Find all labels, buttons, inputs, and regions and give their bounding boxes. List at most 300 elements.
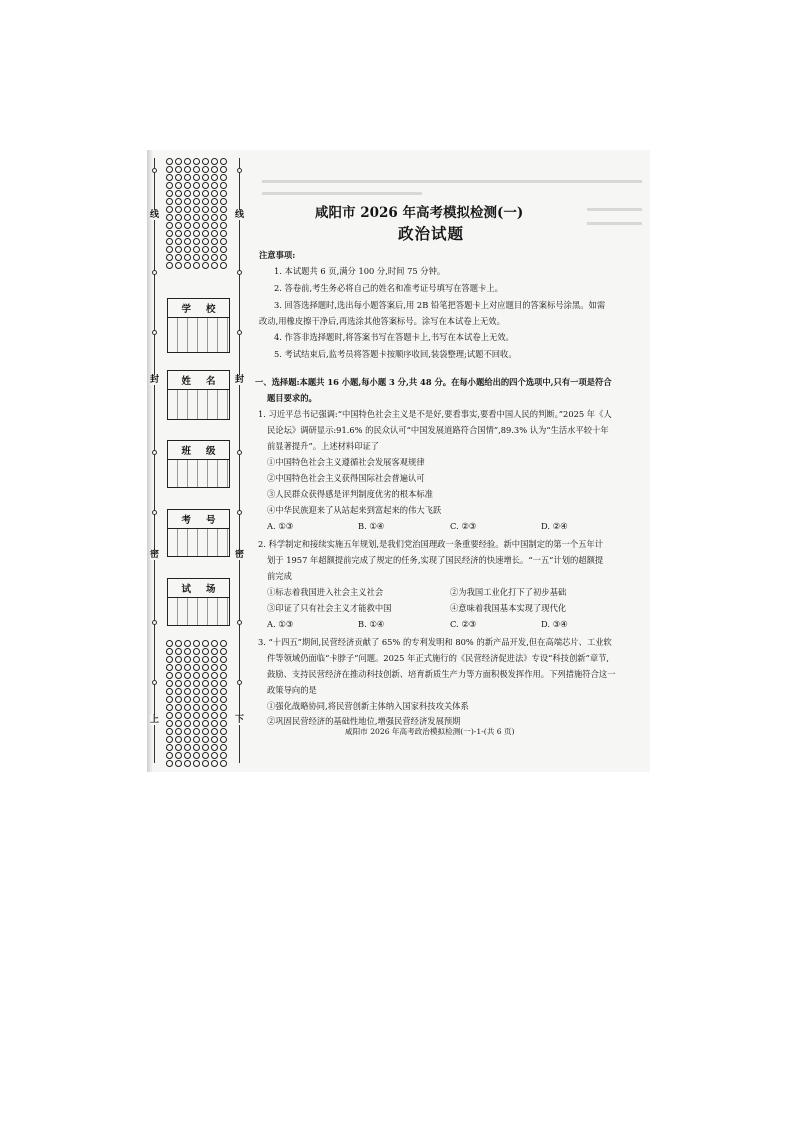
exam-title: 咸阳市 2026 年高考模拟检测(一) bbox=[315, 205, 524, 221]
seal-dot bbox=[202, 672, 209, 679]
seal-dot bbox=[166, 198, 173, 205]
seal-dot bbox=[202, 760, 209, 767]
seal-dot bbox=[193, 656, 200, 663]
seal-char-right-1: 线 bbox=[235, 210, 245, 220]
seal-dot bbox=[220, 664, 227, 671]
seal-dot bbox=[166, 262, 173, 269]
seal-dot bbox=[175, 680, 182, 687]
seal-dot bbox=[193, 262, 200, 269]
seal-char-right-4: 下 bbox=[235, 715, 245, 725]
notice-heading: 注意事项: bbox=[259, 250, 296, 260]
seal-dot bbox=[166, 648, 173, 655]
seal-dot bbox=[211, 736, 218, 743]
question-2-stem: 2. 科学制定和接续实施五年规划,是我们党治国理政一条重要经验。新中国制定的第一个五年计 bbox=[258, 539, 604, 549]
notice-line: 3. 回答选择题时,选出每小题答案后,用 2B 铅笔把答题卡上对应题目的答案标号涂黑。如需 bbox=[274, 300, 606, 310]
field-label-char: 学 bbox=[181, 304, 191, 315]
seal-dot bbox=[220, 198, 227, 205]
seal-dot bbox=[193, 648, 200, 655]
field-label-char: 姓 bbox=[181, 376, 191, 387]
seal-dot bbox=[193, 664, 200, 671]
seal-circle bbox=[237, 450, 242, 455]
seal-dot bbox=[166, 182, 173, 189]
question-1-statement: ④中华民族迎来了从站起来到富起来的伟大飞跃 bbox=[267, 505, 442, 515]
seal-dot bbox=[211, 230, 218, 237]
seal-dot bbox=[202, 696, 209, 703]
name-field[interactable] bbox=[167, 370, 230, 420]
seal-dot bbox=[220, 174, 227, 181]
seal-dot bbox=[175, 222, 182, 229]
question-3-stem: 鼓励、支持民营经济在推动科技创新、培育新质生产力等方面积极发挥作用。下列措施符合这一 bbox=[267, 669, 616, 679]
question-1-stem: 1. 习近平总书记强调:“中国特色社会主义是不是好,要看事实,要看中国人民的判断。”2025 年《人 bbox=[258, 409, 612, 419]
seal-dot bbox=[193, 640, 200, 647]
seal-dot bbox=[184, 704, 191, 711]
seal-circle bbox=[152, 270, 157, 275]
question-2-statement: ③印证了只有社会主义才能救中国 bbox=[267, 603, 392, 613]
seal-dot bbox=[166, 680, 173, 687]
question-1-statement: ②中国特色社会主义获得国际社会普遍认可 bbox=[267, 473, 425, 483]
field-cells[interactable] bbox=[168, 598, 229, 625]
seal-dot bbox=[220, 254, 227, 261]
seal-dot bbox=[211, 712, 218, 719]
seal-dot bbox=[184, 222, 191, 229]
seal-dot bbox=[220, 262, 227, 269]
question-1-option-b[interactable]: B. ①④ bbox=[358, 521, 385, 531]
seal-dot bbox=[202, 262, 209, 269]
seal-dot bbox=[211, 166, 218, 173]
seal-dot bbox=[193, 688, 200, 695]
seal-dot bbox=[184, 648, 191, 655]
question-2-option-d[interactable]: D. ③④ bbox=[541, 619, 568, 629]
seal-dot bbox=[175, 696, 182, 703]
seal-dot bbox=[193, 174, 200, 181]
seal-dot bbox=[166, 688, 173, 695]
seal-dot bbox=[175, 760, 182, 767]
seal-dot bbox=[166, 214, 173, 221]
exam-subject: 政治试题 bbox=[398, 224, 465, 243]
seal-circle bbox=[152, 168, 157, 173]
seal-dot bbox=[220, 696, 227, 703]
seal-dot bbox=[193, 254, 200, 261]
seal-dot bbox=[166, 728, 173, 735]
seal-dot bbox=[202, 704, 209, 711]
seal-dot bbox=[220, 222, 227, 229]
seal-dot bbox=[184, 262, 191, 269]
seal-dot bbox=[166, 222, 173, 229]
seal-dot bbox=[220, 238, 227, 245]
seal-dot bbox=[202, 198, 209, 205]
seal-dot bbox=[211, 656, 218, 663]
seal-dot bbox=[184, 672, 191, 679]
seal-dot bbox=[211, 246, 218, 253]
seal-dot bbox=[202, 720, 209, 727]
seal-dot bbox=[220, 206, 227, 213]
seal-dot bbox=[202, 230, 209, 237]
seal-dot bbox=[166, 206, 173, 213]
seal-dot bbox=[202, 680, 209, 687]
seal-char-left-1: 线 bbox=[150, 210, 160, 220]
seal-dot bbox=[211, 190, 218, 197]
seal-dot bbox=[211, 744, 218, 751]
seal-dot bbox=[211, 648, 218, 655]
seal-dot bbox=[184, 254, 191, 261]
seal-dot bbox=[220, 182, 227, 189]
seal-char-right-3: 密 bbox=[235, 550, 245, 560]
seal-char-left-3: 密 bbox=[150, 550, 160, 560]
seal-dot bbox=[193, 214, 200, 221]
seal-dot bbox=[193, 744, 200, 751]
seal-dot bbox=[166, 720, 173, 727]
seal-dot bbox=[220, 656, 227, 663]
seal-dot bbox=[202, 752, 209, 759]
seal-dot bbox=[175, 190, 182, 197]
seal-dot bbox=[220, 752, 227, 759]
field-label-char: 场 bbox=[205, 584, 216, 595]
seal-dot bbox=[211, 672, 218, 679]
seal-dot bbox=[202, 158, 209, 165]
seal-dot bbox=[220, 190, 227, 197]
seal-dot bbox=[166, 704, 173, 711]
seal-dot bbox=[193, 222, 200, 229]
seal-dot bbox=[211, 664, 218, 671]
seal-dot bbox=[202, 238, 209, 245]
question-2-stem: 划于 1957 年超额提前完成了规定的任务,实现了国民经济的快速增长。“一五”计划的超额提 bbox=[267, 555, 604, 565]
seal-circle bbox=[237, 620, 242, 625]
question-1-statement: ③人民群众获得感是评判制度优劣的根本标准 bbox=[267, 489, 433, 499]
seal-dot bbox=[193, 696, 200, 703]
seal-dot bbox=[202, 656, 209, 663]
notice-line: 4. 作答非选择题时,将答案书写在答题卡上,书写在本试卷上无效。 bbox=[274, 332, 514, 342]
seal-dot bbox=[193, 704, 200, 711]
question-2-option-c[interactable]: C. ②③ bbox=[450, 619, 477, 629]
seal-dot bbox=[184, 664, 191, 671]
seal-dot bbox=[166, 158, 173, 165]
question-3-statement: ①强化战略协同,将民营创新主体纳入国家科技攻关体系 bbox=[267, 701, 469, 711]
seal-dot bbox=[166, 174, 173, 181]
field-cells[interactable] bbox=[168, 318, 229, 352]
bleed-through-line bbox=[587, 208, 642, 211]
field-label-char: 考 bbox=[181, 515, 191, 526]
seal-dot bbox=[211, 214, 218, 221]
seal-dot bbox=[175, 704, 182, 711]
seal-dot bbox=[202, 214, 209, 221]
seal-dot bbox=[184, 158, 191, 165]
seal-dot bbox=[220, 704, 227, 711]
seal-dot bbox=[211, 222, 218, 229]
seal-dot bbox=[211, 696, 218, 703]
seal-dot bbox=[175, 246, 182, 253]
seal-dot bbox=[184, 680, 191, 687]
question-3-stem: 政策导向的是 bbox=[267, 685, 317, 695]
question-2-option-b[interactable]: B. ①④ bbox=[358, 619, 385, 629]
seal-circle bbox=[152, 620, 157, 625]
field-cells[interactable] bbox=[168, 460, 229, 487]
seal-dot bbox=[184, 206, 191, 213]
seal-dot bbox=[166, 166, 173, 173]
seal-dot bbox=[211, 254, 218, 261]
seal-circle bbox=[237, 510, 242, 515]
seal-dot bbox=[220, 230, 227, 237]
seal-dot bbox=[193, 158, 200, 165]
field-label-char: 级 bbox=[205, 446, 216, 457]
seal-dot bbox=[211, 182, 218, 189]
question-3-stem: 3. “十四五”期间,民营经济贡献了 65% 的专利发明和 80% 的新产品开发,但在高端芯片、工业软 bbox=[258, 637, 612, 647]
seal-dot bbox=[175, 720, 182, 727]
seal-dot bbox=[184, 640, 191, 647]
seal-dot bbox=[175, 230, 182, 237]
seal-dot bbox=[202, 712, 209, 719]
seal-dot bbox=[184, 166, 191, 173]
seal-dot bbox=[202, 648, 209, 655]
seal-dot bbox=[220, 640, 227, 647]
notice-line: 1. 本试题共 6 页,满分 100 分,时间 75 分钟。 bbox=[274, 266, 446, 276]
seal-dot bbox=[202, 664, 209, 671]
seal-dot bbox=[220, 158, 227, 165]
seal-dot bbox=[193, 166, 200, 173]
question-1-statement: ①中国特色社会主义遵循社会发展客观规律 bbox=[267, 457, 425, 467]
seal-char-left-4: 上 bbox=[150, 715, 160, 725]
seal-dot bbox=[211, 174, 218, 181]
question-3-statement: ②巩固民营经济的基础性地位,增强民营经济发展预期 bbox=[267, 716, 461, 726]
seal-dot bbox=[220, 720, 227, 727]
seal-dot bbox=[166, 696, 173, 703]
seal-dot bbox=[175, 688, 182, 695]
seal-dot bbox=[202, 246, 209, 253]
seal-dot bbox=[211, 680, 218, 687]
seal-dot bbox=[211, 198, 218, 205]
seal-dot bbox=[166, 672, 173, 679]
seal-dot bbox=[184, 696, 191, 703]
question-1-option-d[interactable]: D. ②④ bbox=[541, 521, 568, 531]
seal-dot bbox=[184, 190, 191, 197]
seal-dot bbox=[211, 720, 218, 727]
seal-dot bbox=[193, 672, 200, 679]
seal-dot bbox=[211, 262, 218, 269]
seal-dot bbox=[184, 752, 191, 759]
seal-dot bbox=[175, 182, 182, 189]
field-label-char: 试 bbox=[181, 584, 191, 595]
seal-dot bbox=[193, 206, 200, 213]
field-label-char: 班 bbox=[181, 446, 191, 457]
seal-dot bbox=[211, 640, 218, 647]
seal-dot bbox=[184, 744, 191, 751]
notice-line: 2. 答卷前,考生务必将自己的姓名和准考证号填写在答题卡上。 bbox=[274, 283, 503, 293]
seal-circle bbox=[237, 168, 242, 173]
seal-dot bbox=[175, 206, 182, 213]
seal-dot bbox=[184, 246, 191, 253]
seal-dot bbox=[202, 640, 209, 647]
seal-dot bbox=[193, 230, 200, 237]
seal-dot bbox=[184, 688, 191, 695]
seal-circle bbox=[152, 330, 157, 335]
seal-dot bbox=[175, 640, 182, 647]
seal-dot bbox=[166, 736, 173, 743]
seal-dot bbox=[220, 760, 227, 767]
bleed-through-line bbox=[262, 192, 422, 195]
field-label-char: 校 bbox=[205, 304, 216, 315]
seal-dot bbox=[193, 760, 200, 767]
seal-dot bbox=[202, 222, 209, 229]
seal-dot bbox=[184, 736, 191, 743]
seal-dot bbox=[166, 190, 173, 197]
question-1-option-a[interactable]: A. ①③ bbox=[267, 521, 294, 531]
exam-number-field[interactable] bbox=[167, 509, 230, 557]
seal-dot bbox=[193, 736, 200, 743]
question-1-option-c[interactable]: C. ②③ bbox=[450, 521, 477, 531]
seal-dot bbox=[220, 672, 227, 679]
seal-dot bbox=[175, 166, 182, 173]
seal-dot bbox=[211, 158, 218, 165]
seal-dot bbox=[220, 712, 227, 719]
seal-dot bbox=[202, 728, 209, 735]
seal-dot bbox=[193, 246, 200, 253]
seal-dot bbox=[202, 206, 209, 213]
seal-dot bbox=[220, 166, 227, 173]
school-field[interactable] bbox=[167, 298, 230, 353]
seal-dot bbox=[211, 752, 218, 759]
seal-line-left bbox=[154, 158, 155, 763]
seal-dot bbox=[193, 728, 200, 735]
seal-dot bbox=[211, 760, 218, 767]
seal-circle bbox=[237, 680, 242, 685]
seal-dot bbox=[184, 728, 191, 735]
seal-dot bbox=[193, 190, 200, 197]
seal-dot bbox=[175, 648, 182, 655]
seal-dot bbox=[184, 198, 191, 205]
seal-dot bbox=[184, 182, 191, 189]
seal-dot bbox=[220, 728, 227, 735]
question-2-statement: ②为我国工业化打下了初步基础 bbox=[450, 587, 567, 597]
seal-dot bbox=[202, 254, 209, 261]
seal-dot bbox=[166, 230, 173, 237]
seal-dot bbox=[202, 182, 209, 189]
seal-dot bbox=[184, 656, 191, 663]
seal-dot bbox=[193, 680, 200, 687]
seal-dot bbox=[202, 688, 209, 695]
seal-dot bbox=[184, 760, 191, 767]
seal-dot bbox=[220, 648, 227, 655]
question-1-stem: 前显著提升”。上述材料印证了 bbox=[267, 441, 380, 451]
notice-line: 改动,用橡皮擦干净后,再选涂其他答案标号。涂写在本试卷上无效。 bbox=[259, 316, 505, 326]
seal-dot bbox=[211, 704, 218, 711]
page-footer: 咸阳市 2026 年高考政治模拟检测(一)-1-(共 6 页) bbox=[345, 727, 515, 736]
seal-dot bbox=[220, 688, 227, 695]
field-label-char: 名 bbox=[205, 376, 216, 387]
seal-dot bbox=[166, 760, 173, 767]
seal-dot bbox=[220, 680, 227, 687]
seal-dot bbox=[193, 712, 200, 719]
field-label-char: 号 bbox=[205, 515, 216, 526]
question-1-stem: 民论坛》调研显示:91.6% 的民众认可“中国发展道路符合国情”,89.3% 认为“生活水平较十年 bbox=[267, 425, 609, 435]
seal-dot bbox=[175, 712, 182, 719]
seal-dot bbox=[175, 728, 182, 735]
seal-dot bbox=[202, 174, 209, 181]
seal-circle bbox=[237, 270, 242, 275]
bleed-through-line bbox=[587, 222, 642, 225]
class-field[interactable] bbox=[167, 440, 230, 488]
seal-dot bbox=[175, 744, 182, 751]
seal-circle bbox=[152, 680, 157, 685]
seal-dot bbox=[193, 238, 200, 245]
seal-dot bbox=[220, 214, 227, 221]
seal-dot bbox=[166, 712, 173, 719]
seal-dot bbox=[193, 720, 200, 727]
question-2-statement: ④意味着我国基本实现了现代化 bbox=[450, 603, 567, 613]
seal-dot bbox=[166, 254, 173, 261]
seal-dot bbox=[175, 238, 182, 245]
seal-dot bbox=[193, 198, 200, 205]
seal-dot bbox=[175, 752, 182, 759]
seal-dot bbox=[184, 174, 191, 181]
section-heading: 题目要求的。 bbox=[267, 393, 317, 403]
seal-dot bbox=[166, 238, 173, 245]
seal-dot bbox=[175, 262, 182, 269]
seal-dot bbox=[175, 736, 182, 743]
seal-dot bbox=[175, 174, 182, 181]
seal-char-right-2: 封 bbox=[235, 375, 245, 385]
question-2-stem: 前完成 bbox=[267, 571, 292, 581]
question-2-statement: ①标志着我国进入社会主义社会 bbox=[267, 587, 384, 597]
seal-dot bbox=[175, 656, 182, 663]
seal-dot bbox=[175, 158, 182, 165]
seal-dot bbox=[202, 736, 209, 743]
seal-circle bbox=[152, 510, 157, 515]
binding-strip bbox=[147, 150, 252, 772]
seal-dot bbox=[166, 752, 173, 759]
seal-circle bbox=[237, 330, 242, 335]
notice-line: 5. 考试结束后,监考员将答题卡按顺序收回,装袋整理;试题不回收。 bbox=[274, 349, 517, 359]
question-3-stem: 件等领域仍面临“卡脖子”问题。2025 年正式施行的《民营经济促进法》专设“科技创新”章节, bbox=[267, 653, 610, 663]
seal-dot bbox=[175, 214, 182, 221]
question-2-option-a[interactable]: A. ①③ bbox=[267, 619, 294, 629]
seal-dot bbox=[202, 166, 209, 173]
seal-dot bbox=[184, 712, 191, 719]
section-heading: 一、选择题:本题共 16 小题,每小题 3 分,共 48 分。在每小题给出的四个选项中,只有一项是符合 bbox=[255, 377, 612, 387]
field-cells[interactable] bbox=[168, 529, 229, 556]
field-cells[interactable] bbox=[168, 390, 229, 419]
seal-dot bbox=[211, 688, 218, 695]
exam-room-field[interactable] bbox=[167, 578, 230, 626]
seal-dot bbox=[184, 214, 191, 221]
seal-dot bbox=[166, 664, 173, 671]
seal-dot bbox=[175, 198, 182, 205]
seal-dot-grid-bottom bbox=[166, 640, 228, 767]
seal-dot bbox=[175, 672, 182, 679]
seal-dot bbox=[175, 664, 182, 671]
seal-dot bbox=[166, 246, 173, 253]
seal-dot bbox=[202, 190, 209, 197]
seal-dot-grid-top bbox=[166, 158, 228, 269]
seal-dot bbox=[193, 752, 200, 759]
seal-dot bbox=[202, 744, 209, 751]
seal-dot bbox=[220, 736, 227, 743]
seal-dot bbox=[220, 246, 227, 253]
seal-dot bbox=[166, 744, 173, 751]
seal-dot bbox=[166, 656, 173, 663]
seal-dot bbox=[211, 728, 218, 735]
seal-circle bbox=[152, 450, 157, 455]
seal-dot bbox=[175, 254, 182, 261]
seal-dot bbox=[220, 744, 227, 751]
bleed-through-line bbox=[262, 180, 642, 183]
seal-dot bbox=[184, 720, 191, 727]
seal-line-right bbox=[239, 158, 240, 763]
seal-dot bbox=[166, 640, 173, 647]
seal-dot bbox=[184, 238, 191, 245]
seal-char-left-2: 封 bbox=[150, 375, 160, 385]
exam-page bbox=[147, 150, 650, 772]
seal-dot bbox=[184, 230, 191, 237]
seal-dot bbox=[211, 206, 218, 213]
